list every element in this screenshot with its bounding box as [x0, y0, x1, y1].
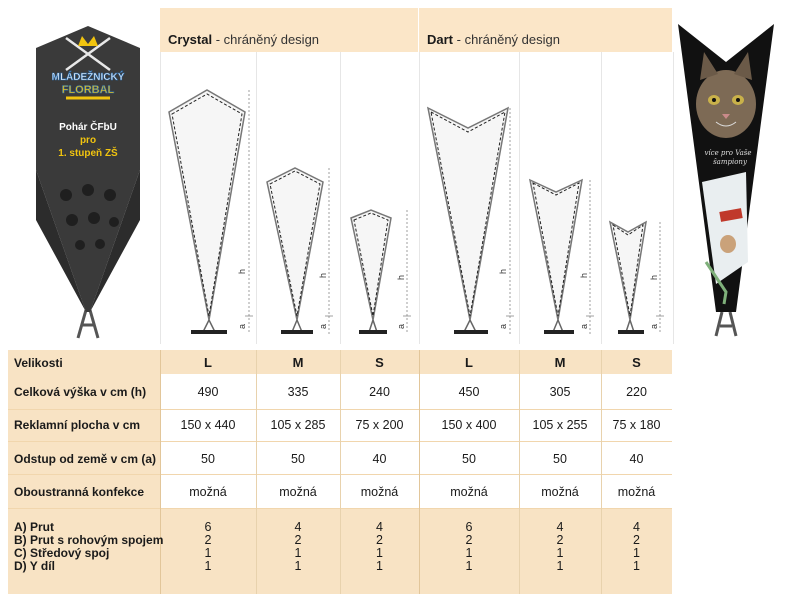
part-count: 6	[465, 520, 473, 534]
part-count: 2	[556, 533, 564, 547]
table-cell: 150 x 400	[441, 418, 497, 432]
table-cell: 50	[201, 452, 215, 466]
crystal-s-diagram	[340, 52, 420, 344]
cat-flag-illustration	[676, 22, 776, 340]
table-cell: možná	[279, 485, 317, 499]
table-cell: 105 x 285	[270, 418, 326, 432]
row-label-ground-offset: Odstup od země v cm (a)	[14, 452, 157, 466]
flag-text-line1: Pohár ČFbU	[59, 122, 117, 133]
part-count: 4	[633, 520, 640, 534]
size-crystal-s: S	[375, 355, 384, 370]
parts-dart-l	[419, 521, 519, 573]
table-cell: 105 x 255	[532, 418, 588, 432]
logo-line1: MLÁDEŽNICKÝ	[51, 72, 125, 83]
parts-labels	[14, 521, 163, 573]
part-count: 2	[294, 533, 302, 547]
diagram-h-label: h	[498, 268, 508, 274]
table-cell: 220	[626, 385, 647, 399]
part-count: 1	[376, 546, 383, 560]
part-count: 1	[465, 559, 473, 573]
dart-desc: - chráněný design	[453, 32, 560, 47]
size-dart-m: M	[554, 355, 566, 370]
size-crystal-l: L	[204, 355, 212, 370]
part-count: 1	[294, 546, 302, 560]
dart-m-diagram	[519, 52, 602, 344]
parts-crystal-m	[256, 521, 340, 573]
parts-crystal-l	[160, 521, 256, 573]
table-cell: možná	[541, 485, 579, 499]
part-count: 1	[556, 559, 564, 573]
diagram-a-label: a	[318, 323, 328, 329]
row-label-double-sided: Oboustranná konfekce	[14, 485, 145, 499]
flag-text-line2: pro	[79, 135, 97, 146]
part-count: 1	[376, 559, 383, 573]
part-count: 1	[633, 546, 640, 560]
part-count: 4	[294, 520, 302, 534]
table-cell: 305	[549, 385, 571, 399]
diagram-a-label: a	[579, 323, 589, 329]
table-cell: 40	[629, 452, 644, 466]
table-cell: 50	[553, 452, 567, 466]
part-count: 4	[556, 520, 564, 534]
part-label-c: C) Středový spoj	[14, 546, 110, 560]
dart-header	[419, 8, 672, 52]
part-count: 2	[376, 533, 383, 547]
part-count: 1	[633, 559, 640, 573]
part-count: 1	[204, 546, 212, 560]
diagram-h-label: h	[318, 272, 328, 278]
florbal-flag-illustration	[28, 20, 148, 340]
crystal-header	[160, 8, 418, 52]
diagram-h-label: h	[579, 272, 589, 278]
table-cell: možná	[617, 485, 656, 499]
part-count: 2	[465, 533, 473, 547]
table-cell: 450	[458, 385, 480, 399]
part-label-a: A) Prut	[14, 520, 54, 534]
diagram-h-label: h	[237, 268, 247, 274]
table-cell: 75 x 200	[355, 418, 404, 432]
table-cell: 75 x 180	[612, 418, 661, 432]
sizes-label: Velikosti	[14, 356, 63, 370]
part-label-b: B) Prut s rohovým spojem	[14, 533, 164, 547]
part-count: 1	[465, 546, 473, 560]
part-count: 2	[633, 533, 640, 547]
crystal-m-diagram	[256, 52, 341, 344]
diagram-a-label: a	[396, 323, 406, 329]
part-count: 1	[294, 559, 302, 573]
crystal-desc: - chráněný design	[212, 32, 320, 47]
parts-dart-m	[519, 521, 601, 573]
table-cell: možná	[360, 485, 399, 499]
crystal-name: Crystal	[168, 32, 213, 47]
part-count: 1	[556, 546, 564, 560]
part-count: 4	[376, 520, 383, 534]
table-cell: možná	[450, 485, 488, 499]
dart-s-diagram	[601, 52, 674, 344]
table-cell: 150 x 440	[180, 418, 236, 432]
diagram-a-label: a	[649, 323, 659, 329]
parts-crystal-s	[340, 521, 419, 573]
diagram-h-label: h	[649, 274, 659, 280]
table-cell: 50	[291, 452, 305, 466]
part-count: 2	[204, 533, 212, 547]
dart-name: Dart	[427, 32, 454, 47]
size-dart-s: S	[632, 355, 641, 370]
row-label-ad-area: Reklamní plocha v cm	[14, 418, 141, 432]
parts-dart-s	[601, 521, 672, 573]
table-cell: 490	[197, 385, 219, 399]
diagram-a-label: a	[237, 323, 247, 329]
table-cell: možná	[189, 485, 227, 499]
table-cell: 335	[287, 385, 309, 399]
part-label-d: D) Y díl	[14, 559, 55, 573]
table-cell: 240	[369, 385, 390, 399]
part-count: 1	[204, 559, 212, 573]
size-dart-l: L	[465, 355, 473, 370]
table-cell: 40	[372, 452, 387, 466]
size-crystal-m: M	[292, 355, 304, 370]
logo-line2: FLORBAL	[61, 84, 115, 96]
cat-flag-caption-1: více pro Vaše	[704, 149, 752, 157]
row-label-height: Celková výška v cm (h)	[14, 385, 147, 399]
part-count: 6	[204, 520, 212, 534]
diagram-a-label: a	[498, 323, 508, 329]
flag-text-line3: 1. stupeň ZŠ	[58, 148, 118, 159]
crystal-l-diagram	[160, 52, 257, 344]
dart-l-diagram	[419, 52, 520, 344]
cat-flag-caption-2: ŝampiony	[713, 158, 747, 166]
table-cell: 50	[462, 452, 476, 466]
diagram-h-label: h	[396, 274, 406, 280]
